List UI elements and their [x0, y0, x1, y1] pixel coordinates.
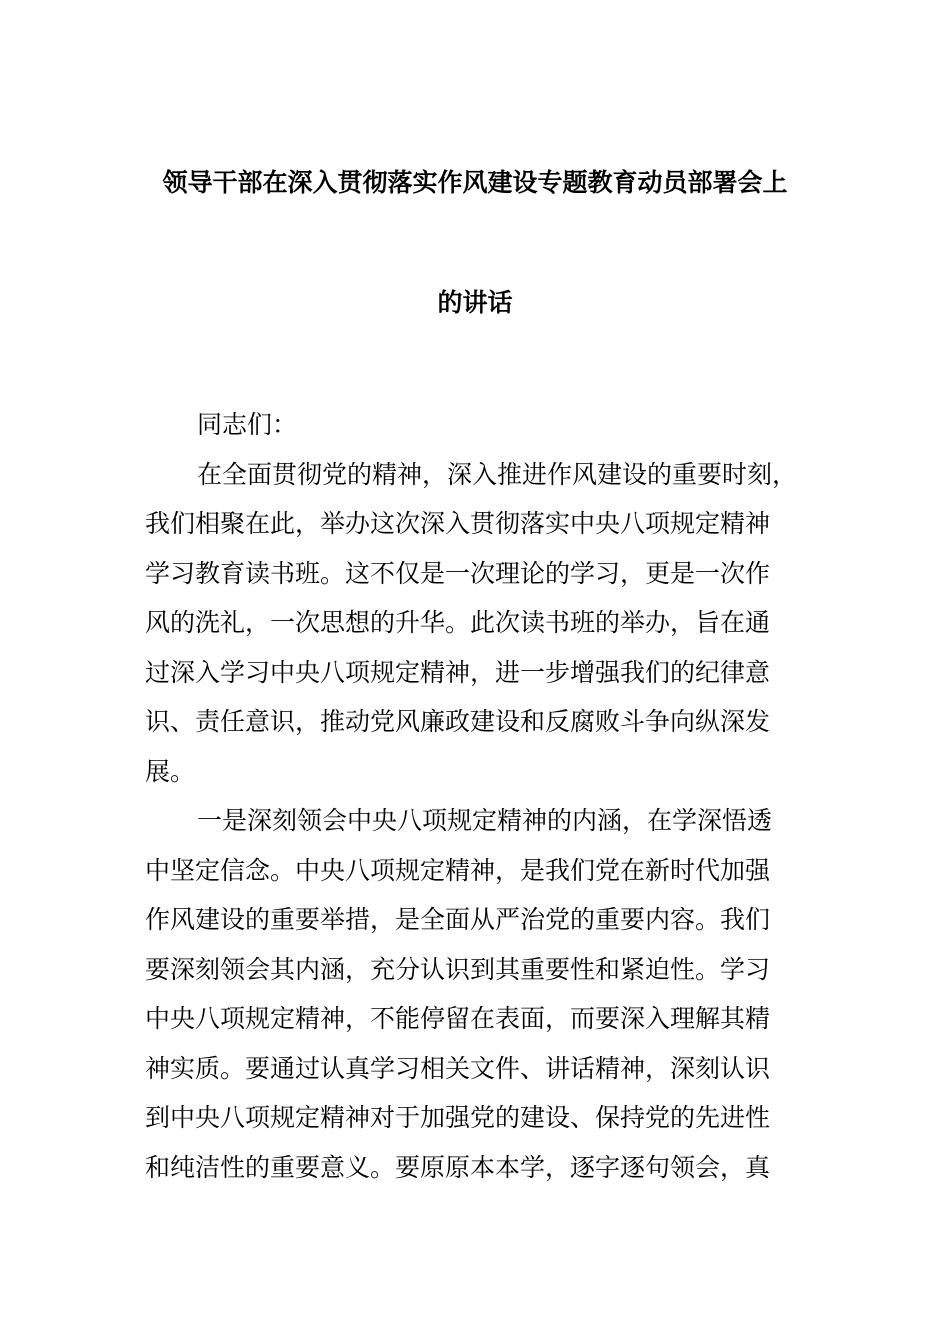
paragraph-line: 要深刻领会其内涵，充分认识到其重要性和紧迫性。学习	[145, 954, 771, 984]
document-title-line-1: 领导干部在深入贯彻落实作风建设专题教育动员部署会上	[162, 168, 788, 197]
paragraph-1	[145, 450, 810, 797]
paragraph-line: 神实质。要通过认真学习相关文件、讲话精神，深刻认识	[145, 1053, 771, 1083]
document-body	[145, 400, 810, 1192]
document-title-line-2: 的讲话	[437, 288, 513, 317]
paragraph-line: 过深入学习中央八项规定精神，进一步增强我们的纪律意	[145, 657, 771, 687]
paragraph-line: 中坚定信念。中央八项规定精神，是我们党在新时代加强	[145, 855, 771, 885]
paragraph-line: 我们相聚在此，举办这次深入贯彻落实中央八项规定精神	[145, 509, 771, 538]
salutation: 同志们：	[197, 410, 298, 439]
paragraph-line: 一是深刻领会中央八项规定精神的内涵，在学深悟透	[197, 806, 773, 835]
paragraph-line: 学习教育读书班。这不仅是一次理论的学习，更是一次作	[145, 558, 771, 588]
paragraph-line: 风的洗礼，一次思想的升华。此次读书班的举办，旨在通	[145, 608, 771, 637]
paragraph-line: 和纯洁性的重要意义。要原原本本学，逐字逐句领会，真	[145, 1152, 771, 1182]
paragraph-line: 作风建设的重要举措，是全面从严治党的重要内容。我们	[145, 905, 771, 934]
paragraph-2	[145, 796, 810, 1192]
paragraph-line: 展。	[145, 756, 196, 786]
paragraph-line: 到中央八项规定精神对于加强党的建设、保持党的先进性	[145, 1103, 771, 1132]
paragraph-line: 识、责任意识，推动党风廉政建设和反腐败斗争向纵深发	[145, 707, 771, 736]
paragraph-line: 中央八项规定精神，不能停留在表面，而要深入理解其精	[145, 1004, 771, 1033]
paragraph-line: 在全面贯彻党的精神，深入推进作风建设的重要时刻，	[197, 459, 798, 489]
